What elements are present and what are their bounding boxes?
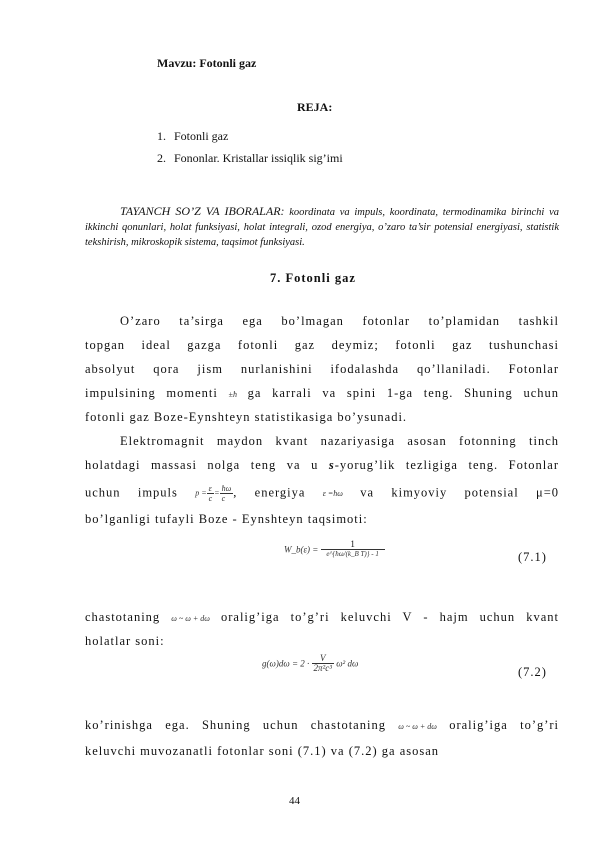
paragraph-line: keluvchi muvozanatli fotonlar soni (7.1) va (7.2) ga asosan xyxy=(85,744,440,758)
text-span: ko’rinishga ega. Shuning uchun chastotaning xyxy=(85,718,386,732)
text-span: uchun impuls xyxy=(85,485,178,500)
fraction-numerator: 1 xyxy=(321,540,385,550)
text-span: impulsining momenti xyxy=(85,386,218,400)
equation-lhs: g(ω)dω = 2 · xyxy=(262,658,310,669)
text-span: oralig’iga to’g’ri keluvchi V - hajm uchun kvant xyxy=(220,610,560,624)
math-inline: ε =ħω xyxy=(322,489,343,498)
text-span-bold: s xyxy=(328,458,335,472)
math-inline: ω ~ ω + dω xyxy=(171,613,210,623)
paragraph-line xyxy=(85,458,559,476)
section-title: 7. Fotonli gaz xyxy=(270,271,356,285)
fraction-numerator: ε xyxy=(207,484,215,494)
paragraph-line: O’zaro ta’sirga ega bo’lmagan fotonlar to’plamidan tashkil xyxy=(120,314,559,328)
math-p: p = xyxy=(195,488,207,498)
fraction-denominator: c xyxy=(208,494,213,503)
text-span: va kimyoviy potensial μ=0 xyxy=(360,485,559,500)
keywords-text: koordinata va impuls, koordinata, termodinamika birinchi va ikkinchi qonunlari, holat funksiyasi, holat integrali, ozod energiya, o’zaro ta’sir potensial energiyasi, statistik tekshirish, mikroskopik sistema, taqsimot funksiyasi. xyxy=(85,207,559,248)
equation-lhs: W_b(ε) = xyxy=(284,544,319,555)
math-inline xyxy=(195,484,233,503)
text-span: ga karrali va spini 1-ga teng. Shuning uchun xyxy=(247,386,560,400)
text-span: -yorug’lik tezligiga teng. Fotonlar xyxy=(334,458,559,472)
fraction-denominator: 2π²c³ xyxy=(313,663,332,673)
plan-item-text: Fotonli gaz xyxy=(174,129,229,143)
text-span: , energiya xyxy=(233,485,306,500)
text-span: chastotaning xyxy=(85,610,161,624)
fraction-numerator: V xyxy=(312,654,334,664)
paragraph-line: Elektromagnit maydon kvant nazariyasiga asosan fotonning tinch xyxy=(120,434,559,448)
math-eq: = xyxy=(214,488,220,498)
paragraph-line: fotonli gaz Boze-Eynshteyn statistikasiga bo’ysunadi. xyxy=(85,410,408,424)
page-number: 44 xyxy=(289,795,300,807)
fraction-denominator: c xyxy=(221,494,226,503)
paragraph-line xyxy=(85,718,559,736)
fraction xyxy=(220,484,234,503)
paragraph-line xyxy=(85,386,559,404)
text-span: oralig’iga to’g’ri xyxy=(449,718,560,732)
equation-7-1 xyxy=(284,540,385,576)
equation-number: (7.2) xyxy=(518,665,547,679)
text-span: holatdagi massasi nolga teng va u xyxy=(85,458,329,472)
paragraph-line: bo’lganligi tufayli Boze - Eynshteyn taqsimoti: xyxy=(85,512,368,526)
plan-item xyxy=(157,129,228,144)
keywords-lead: TAYANCH SO’Z VA IBORALAR: xyxy=(120,204,285,218)
paragraph-line xyxy=(85,610,559,628)
math-inline: ω ~ ω + dω xyxy=(398,721,437,731)
fraction-denominator: e^{ħω/(k_B T)} - 1 xyxy=(326,550,379,558)
math-inline: ±ħ xyxy=(228,389,237,399)
equation-7-2 xyxy=(262,654,358,690)
plan-item-number: 2. xyxy=(157,151,166,165)
equation-rhs: ω² dω xyxy=(336,658,359,669)
plan-item xyxy=(157,151,343,166)
equation-number: (7.1) xyxy=(518,550,547,564)
plan-item-number: 1. xyxy=(157,129,166,143)
fraction-numerator: ħω xyxy=(221,484,232,493)
paragraph-line: topgan ideal gazga fotonli gaz deymiz; fotonli gaz tushunchasi xyxy=(85,338,559,352)
paragraph-line: holatlar soni: xyxy=(85,634,165,648)
fraction xyxy=(312,654,334,673)
keywords-block xyxy=(85,204,559,250)
fraction xyxy=(321,540,385,559)
paragraph-line xyxy=(85,484,559,502)
paragraph-line: absolyut qora jism nurlanishini ifodalashda qo’llaniladi. Fotonlar xyxy=(85,362,559,376)
topic-title: Mavzu: Fotonli gaz xyxy=(157,56,257,70)
plan-title: REJA: xyxy=(297,100,333,114)
plan-item-text: Fononlar. Kristallar issiqlik sig’imi xyxy=(174,151,343,165)
